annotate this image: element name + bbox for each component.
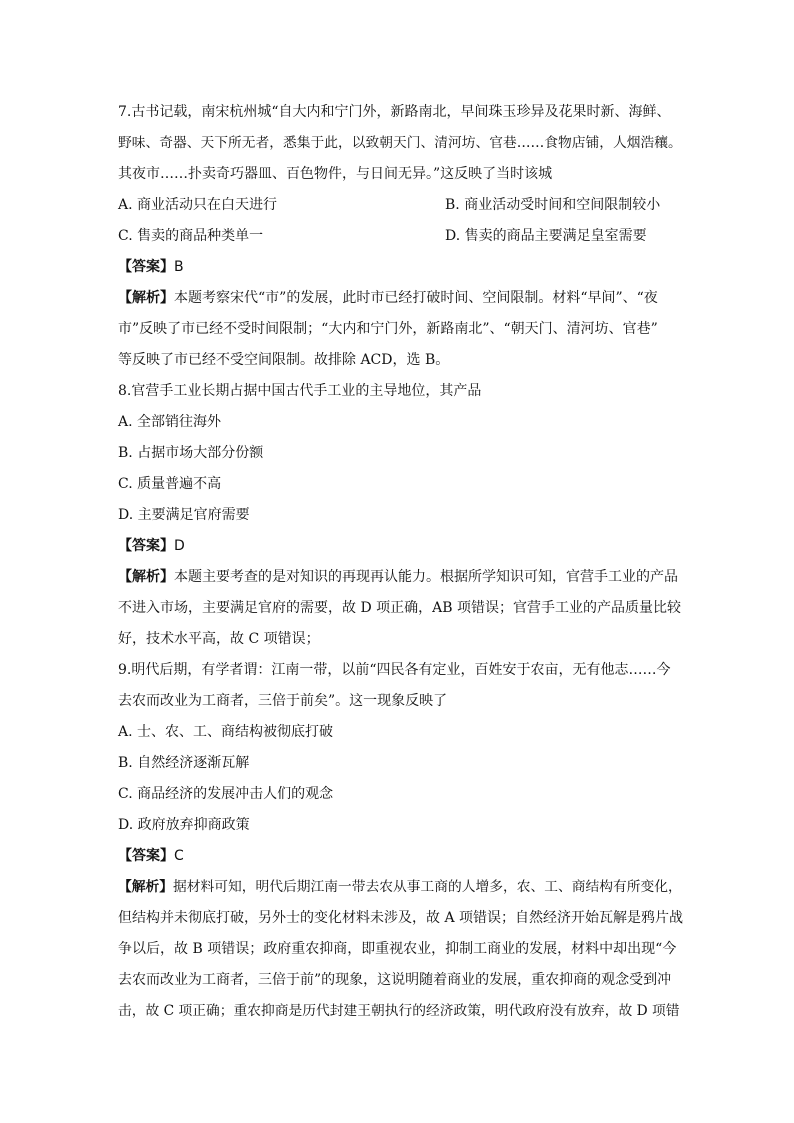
q7-analysis-line-1	[118, 283, 678, 314]
q8-analysis-text-1: 本题主要考查的是对知识的再现再认能力。根据所学知识可知，官营手工业的产品	[174, 569, 678, 585]
document-page	[118, 97, 684, 1027]
q7-analysis-tag: 【解析】	[118, 290, 174, 306]
q9-option-b: B. 自然经济逐渐瓦解	[118, 755, 250, 771]
q8-analysis-line-3: 好，技术水平高，故 C 项错误；	[118, 631, 320, 647]
q9-option-a: A. 士、农、工、商结构被彻底打破	[118, 724, 334, 740]
q9-analysis-line-3: 争以后，故 B 项错误；政府重农抑商，即重视农业，抑制工商业的发展，材料中却出现“今	[118, 941, 677, 957]
q8-analysis-tag: 【解析】	[118, 569, 174, 585]
q9-analysis-line-2: 但结构并未彻底打破，另外士的变化材料未涉及，故 A 项错误；自然经济开始瓦解是鸦片战	[118, 910, 684, 926]
q8-answer-tag: 【答案】	[118, 538, 174, 554]
q7-analysis-line-2: 市”反映了市已经不受时间限制；“大内和宁门外，新路南北”、“朝天门、清河坊、官巷”	[118, 321, 658, 337]
q7-option-d: D. 售卖的商品主要满足皇室需要	[445, 228, 647, 244]
q9-answer-tag: 【答案】	[118, 848, 174, 864]
q7-options-row-2	[118, 221, 678, 252]
q7-options-row-1	[118, 190, 678, 221]
q8-answer-value: D	[174, 538, 185, 554]
q9-analysis-line-5: 击，故 C 项正确；重农抑商是历代封建王朝执行的经济政策，明代政府没有放弃，故 D 项错	[118, 1003, 680, 1019]
q8-option-c: C. 质量普遍不高	[118, 476, 222, 492]
q7-answer-value: B	[174, 259, 184, 275]
q7-answer	[118, 252, 678, 283]
q9-option-c: C. 商品经济的发展冲击人们的观念	[118, 786, 334, 802]
q8-answer	[118, 531, 678, 562]
q9-analysis-line-4: 去农而改业为工商者，三倍于前”的现象，这说明随着商业的发展，重农抑商的观念受到冲	[118, 972, 672, 988]
q7-stem-line-2: 野味、奇器、天下所无者，悉集于此，以致朝天门、清河坊、官巷……食物店铺，人烟浩穰。	[118, 135, 682, 151]
q8-analysis-line-1	[118, 562, 678, 593]
q7-answer-tag: 【答案】	[118, 259, 174, 275]
q9-answer	[118, 841, 678, 872]
q9-stem-line-2: 去农而改业为工商者，三倍于前矣”。这一现象反映了	[118, 693, 448, 709]
q7-stem-line-1: 7.古书记载，南宋杭州城“自大内和宁门外，新路南北，早间珠玉珍异及花果时新、海鲜、	[118, 104, 671, 120]
q8-option-d: D. 主要满足官府需要	[118, 507, 250, 523]
q9-analysis-line-1	[118, 872, 682, 903]
q9-answer-value: C	[174, 848, 184, 864]
q7-analysis-line-3: 等反映了市已经不受空间限制。故排除 ACD，选 B。	[118, 352, 450, 368]
q7-option-c: C. 售卖的商品种类单一	[118, 228, 264, 244]
q8-option-b: B. 占据市场大部分份额	[118, 445, 264, 461]
q9-option-d: D. 政府放弃抑商政策	[118, 817, 250, 833]
q8-stem-line-1: 8.官营手工业长期占据中国古代手工业的主导地位，其产品	[118, 383, 482, 399]
q7-stem-line-3: 其夜市……扑卖奇巧器皿、百色物件，与日间无异。”这反映了当时该城	[118, 166, 553, 182]
q9-analysis-text-1: 据材料可知，明代后期江南一带去农从事工商的人增多，农、工、商结构有所变化，	[173, 879, 682, 895]
q8-analysis-line-2: 不进入市场，主要满足官府的需要，故 D 项正确，AB 项错误；官营手工业的产品质量比较	[118, 600, 681, 616]
q7-option-b: B. 商业活动受时间和空间限制较小	[445, 197, 661, 213]
q8-option-a: A. 全部销往海外	[118, 414, 222, 430]
q7-option-a: A. 商业活动只在白天进行	[118, 197, 278, 213]
q9-stem-line-1: 9.明代后期，有学者谓：江南一带，以前“四民各有定业，百姓安于农亩，无有他志……今	[118, 662, 671, 678]
q9-analysis-tag: 【解析】	[118, 879, 174, 895]
q7-analysis-text-1: 本题考察宋代“市”的发展，此时市已经打破时间、空间限制。材料“早间”、“夜	[174, 290, 658, 306]
